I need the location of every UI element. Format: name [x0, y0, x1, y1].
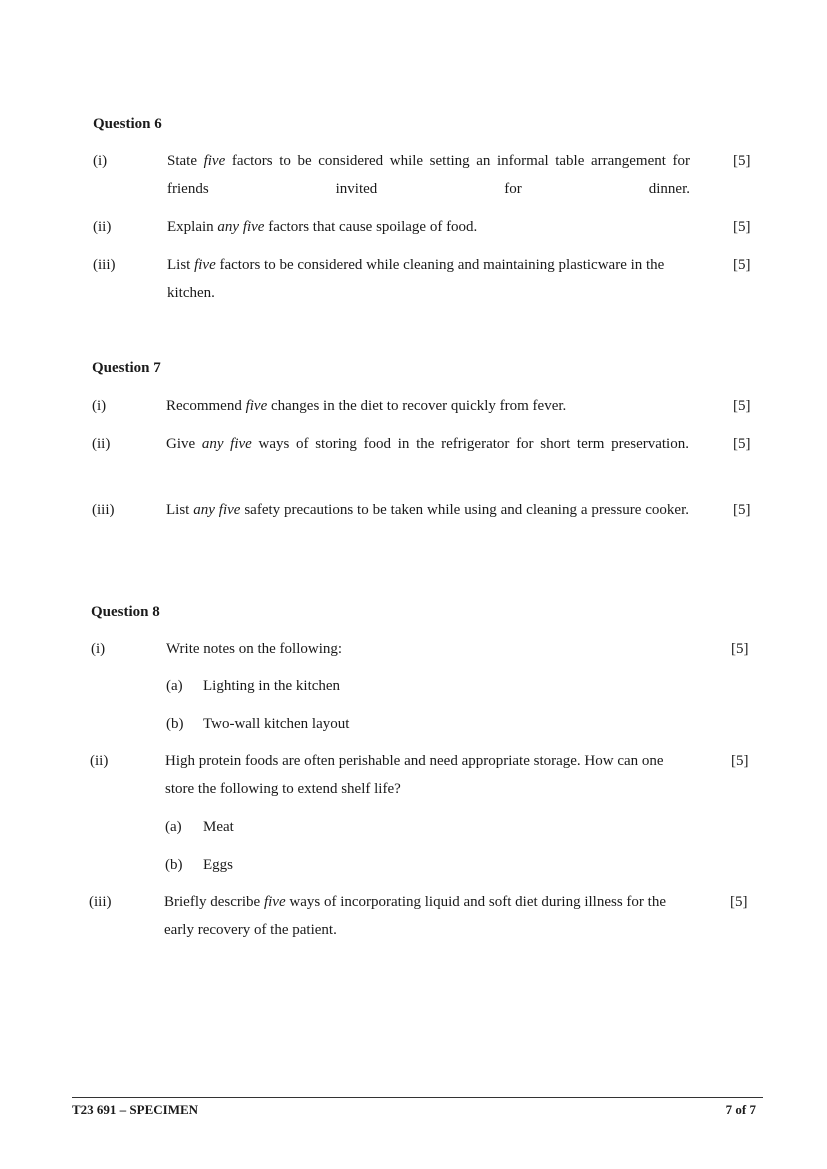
question-8-part-i-sub-b-text: Two-wall kitchen layout [203, 716, 350, 732]
question-8-part-iii-text: Briefly describe five ways of incorporating liquid and soft diet during illness for the early recovery of the patient. [164, 894, 666, 938]
question-7-part-i-marks: [5] [733, 398, 751, 414]
question-6-heading: Question 6 [93, 116, 162, 132]
question-6-part-i-marks: [5] [733, 153, 751, 169]
question-6-part-ii-marks: [5] [733, 219, 751, 235]
question-7-heading: Question 7 [92, 360, 161, 376]
footer-rule [72, 1097, 763, 1098]
question-8-part-iii-number: (iii) [89, 894, 112, 910]
question-8-part-ii-sub-b-number: (b) [165, 857, 183, 873]
question-6-part-ii-number: (ii) [93, 219, 112, 235]
question-8-part-ii-sub-a-number: (a) [165, 819, 182, 835]
question-8-part-iii-marks: [5] [730, 894, 748, 910]
question-7-part-i-text: Recommend five changes in the diet to recover quickly from fever. [166, 398, 567, 414]
question-6-part-iii-text: List five factors to be considered while cleaning and maintaining plasticware in the kitchen. [167, 257, 665, 301]
question-8-part-i-number: (i) [91, 641, 106, 657]
question-7-part-iii-marks: [5] [733, 502, 751, 518]
question-8-part-i-marks: [5] [731, 641, 749, 657]
question-6-part-ii-text: Explain any five factors that cause spoilage of food. [167, 219, 478, 235]
question-7-part-iii-text: List any five safety precautions to be taken while using and cleaning a pressure cooker. [166, 502, 690, 518]
question-7-part-iii-number: (iii) [92, 502, 115, 518]
footer-page-number: 7 of 7 [725, 1102, 756, 1117]
question-6-part-iii-number: (iii) [93, 257, 116, 273]
footer-paper-code: T23 691 – SPECIMEN [72, 1102, 199, 1117]
question-7-part-ii-number: (ii) [92, 436, 111, 452]
question-8-part-i-sub-a-text: Lighting in the kitchen [203, 678, 341, 694]
question-6-part-i-text: State five factors to be considered while setting an informal table arrangement for friends invited for dinner. [167, 153, 690, 197]
question-7-part-ii-marks: [5] [733, 436, 751, 452]
question-8-part-ii-marks: [5] [731, 753, 749, 769]
question-7-part-ii-text: Give any five ways of storing food in the refrigerator for short term preservation. [166, 436, 689, 452]
question-8-part-ii-text: High protein foods are often perishable and need appropriate storage. How can one store the following to extend shelf life? [165, 753, 664, 797]
question-8-part-i-sub-a-number: (a) [166, 678, 183, 694]
question-8-heading: Question 8 [91, 604, 160, 620]
question-6-part-iii-marks: [5] [733, 257, 751, 273]
question-8-part-ii-sub-b-text: Eggs [203, 857, 233, 873]
question-7-part-i-number: (i) [92, 398, 107, 414]
question-8-part-ii-number: (ii) [90, 753, 109, 769]
question-8-part-i-text: Write notes on the following: [166, 641, 343, 657]
question-6-part-i-number: (i) [93, 153, 108, 169]
question-8-part-ii-sub-a-text: Meat [203, 819, 234, 835]
question-8-part-i-sub-b-number: (b) [166, 716, 184, 732]
